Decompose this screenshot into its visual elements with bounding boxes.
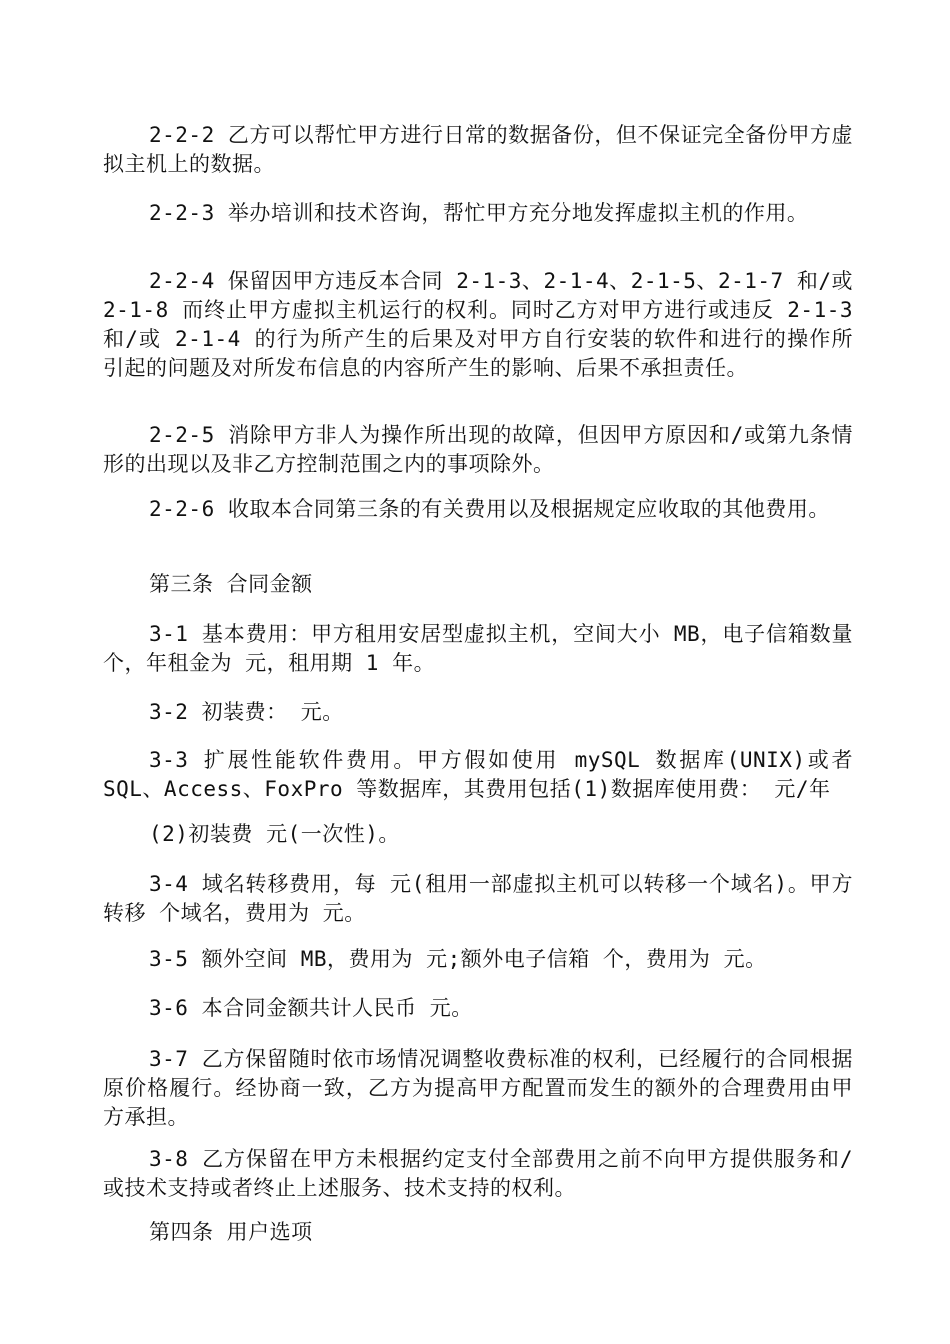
paragraph-3-2: 3-2 初装费： 元。 <box>149 700 344 724</box>
paragraph-2-2-5: 2-2-5 消除甲方非人为操作所出现的故障，但因甲方原因和/或第九条情形的出现以及非乙方控制范围之内的事项除外。 <box>103 423 853 476</box>
paragraph-3-3: 3-3 扩展性能软件费用。甲方假如使用 mySQL 数据库(UNIX)或者 SQL、Access、FoxPro 等数据库，其费用包括(1)数据库使用费： 元/年 <box>103 748 867 801</box>
paragraph-3-7: 3-7 乙方保留随时依市场情况调整收费标准的权利，已经履行的合同根据原价格履行。经协商一致，乙方为提高甲方配置而发生的额外的合理费用由甲方承担。 <box>103 1047 853 1129</box>
section-heading-article-4: 第四条 用户选项 <box>149 1220 313 1244</box>
paragraph-2-2-2: 2-2-2 乙方可以帮忙甲方进行日常的数据备份，但不保证完全备份甲方虚拟主机上的数据。 <box>103 123 853 176</box>
paragraph-3-4: 3-4 域名转移费用，每 元(租用一部虚拟主机可以转移一个域名)。甲方转移 个域名，费用为 元。 <box>103 872 853 925</box>
paragraph-2-2-4: 2-2-4 保留因甲方违反本合同 2-1-3、2-1-4、2-1-5、2-1-7 和/或 2-1-8 而终止甲方虚拟主机运行的权利。同时乙方对甲方进行或违反 2-1-3 和/或 2-1-4 的行为所产生的后果及对甲方自行安装的软件和进行的操作所引起的问题及对所发布信息的内容所产生的影响、后果不承担责任。 <box>103 269 867 380</box>
paragraph-3-1: 3-1 基本费用：甲方租用安居型虚拟主机，空间大小 MB，电子信箱数量 个，年租金为 元，租用期 1 年。 <box>103 622 867 675</box>
paragraph-3-6: 3-6 本合同金额共计人民币 元。 <box>149 996 473 1020</box>
section-heading-article-3: 第三条 合同金额 <box>149 572 313 596</box>
paragraph-2-2-6: 2-2-6 收取本合同第三条的有关费用以及根据规定应收取的其他费用。 <box>149 497 830 521</box>
paragraph-3-8: 3-8 乙方保留在甲方未根据约定支付全部费用之前不向甲方提供服务和/或技术支持或者终止上述服务、技术支持的权利。 <box>103 1147 853 1200</box>
paragraph-2-2-3: 2-2-3 举办培训和技术咨询，帮忙甲方充分地发挥虚拟主机的作用。 <box>149 201 809 225</box>
paragraph-3-5: 3-5 额外空间 MB，费用为 元;额外电子信箱 个，费用为 元。 <box>149 947 767 971</box>
paragraph-3-3-item-2: (2)初装费 元(一次性)。 <box>149 822 400 846</box>
